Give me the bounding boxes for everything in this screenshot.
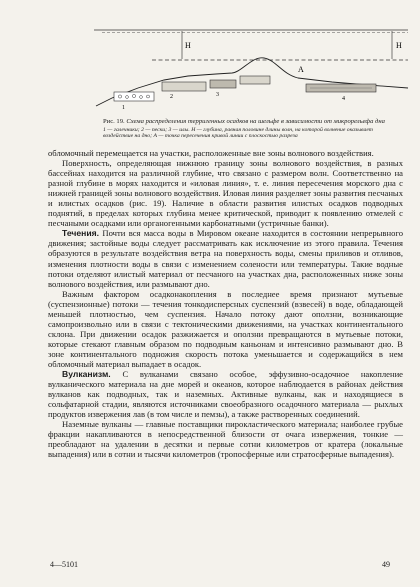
label-layer-4: 4 bbox=[342, 96, 345, 102]
label-h-left: H bbox=[185, 41, 191, 50]
caption-label: Рис. 19. bbox=[103, 118, 125, 125]
heading-currents: Течения. bbox=[62, 228, 100, 239]
body-text bbox=[48, 148, 403, 459]
paragraph-volcanism: Вулканизм. С вулканами связано особое, эффузивно-осадочное накопление вулканического материала на дне морей и океанов, которое наблюдается в районах действия вулканов как подводных, так и наземных. Активные вулканы, как и находящиеся в сольфатарной стадии, являются источниками своеобразного осадочного материала — рыхлых продуктов извержения лав (в том числе и пемзы), а также растворенных соединений. bbox=[48, 369, 403, 420]
shelf-diagram-svg bbox=[92, 18, 410, 110]
label-layer-2: 2 bbox=[170, 94, 173, 100]
mud-layer bbox=[210, 80, 376, 92]
label-layer-1: 1 bbox=[122, 105, 125, 110]
printer-signature: 4—5101 bbox=[50, 560, 78, 569]
paragraph-turbidity: Важным фактором осадконакопления в последнее время признают мутьевые (суспензионные) потоки — течения тонкодисперсных суспензий (взвесей) в воде, обладающей меньшей плотностью, чем суспензия. Начало потоку дают оползни, возникающие самопроизвольно или в связи с тектоническими движениями, на участках континентального склона. При движении осадок разжижается и оползни превращаются в мутьевые потоки, которые стекают главным образом по подводным каньонам и интенсивно размывают дно. В зоне континентального подножия скорость потока уменьшается и содержащийся в нем обломочный материал выпадает в осадок. bbox=[48, 288, 403, 369]
figure-caption bbox=[103, 118, 403, 140]
paragraph-2: Поверхность, определяющая нижнюю границу зоны волнового воздействия, в разных бассейнах находится на различной глубине, что связано с размером волн. Соответственно на разной глубине в морях находится и «иловая линия», т. е. линия пересечения морского дна с нижней границей зоны волнового воздействия. Иловая линия разделяет зоны развития песчаных и илистых осадков (рис. 19). Наличие в области развития илистых осадков подводных поднятий, в пределах которых глубина менее критической, приводит к появлению отмелей с песчаными осадками или органогенными карбонатными (устричные банки). bbox=[48, 158, 403, 229]
page-number: 49 bbox=[382, 560, 390, 569]
paragraph-currents: Течения. Почти вся масса воды в Мировом океане находится в состоянии непрерывного движения; застойные воды следует рассматривать как исключение из этого правила. Течения образуются в результате воздействия ветра на поверхность воды, смены приливов и отливов, изменения плотности воды в связи с изменением солености или температуры. Такие водные потоки отделяют илистый материал от песчаного на участках дна, расположенных ниже зоны волнового воздействия, или размывают дно. bbox=[48, 228, 403, 289]
paragraph-1: обломочный перемещается на участки, расположенные вне зоны волнового воздействия. bbox=[48, 148, 374, 158]
paragraph-volcanoes: Наземные вулканы — главные поставщики пирокластического материала; наиболее грубые фракции накапливаются в непосредственной близости от очага извержения, тонкие — преобладают на удалении в десятки и первые сотни километров от кратера (локальные выпадения) или в сотни и тысячи километров (тропосферные или стратосферные выпадения). bbox=[48, 419, 403, 460]
figure-shelf-diagram bbox=[92, 18, 410, 110]
caption-legend: 1 — галечники; 2 — пески; 3 — илы. Н — глубина, равная половине длины волн, на которой волнение оказывает воздействие на дно; А — точка пересечения кривой линии с плоскостью разреза bbox=[103, 126, 373, 140]
label-point-a: A bbox=[298, 65, 304, 74]
label-h-right: H bbox=[396, 41, 402, 50]
heading-volcanism: Вулканизм. bbox=[62, 369, 111, 380]
gravel-layer bbox=[114, 92, 154, 101]
label-layer-3: 3 bbox=[216, 92, 219, 98]
caption-title: Схема распределения терригенных осадков на шельфе в зависимости от микрорельефа дна bbox=[126, 118, 385, 125]
